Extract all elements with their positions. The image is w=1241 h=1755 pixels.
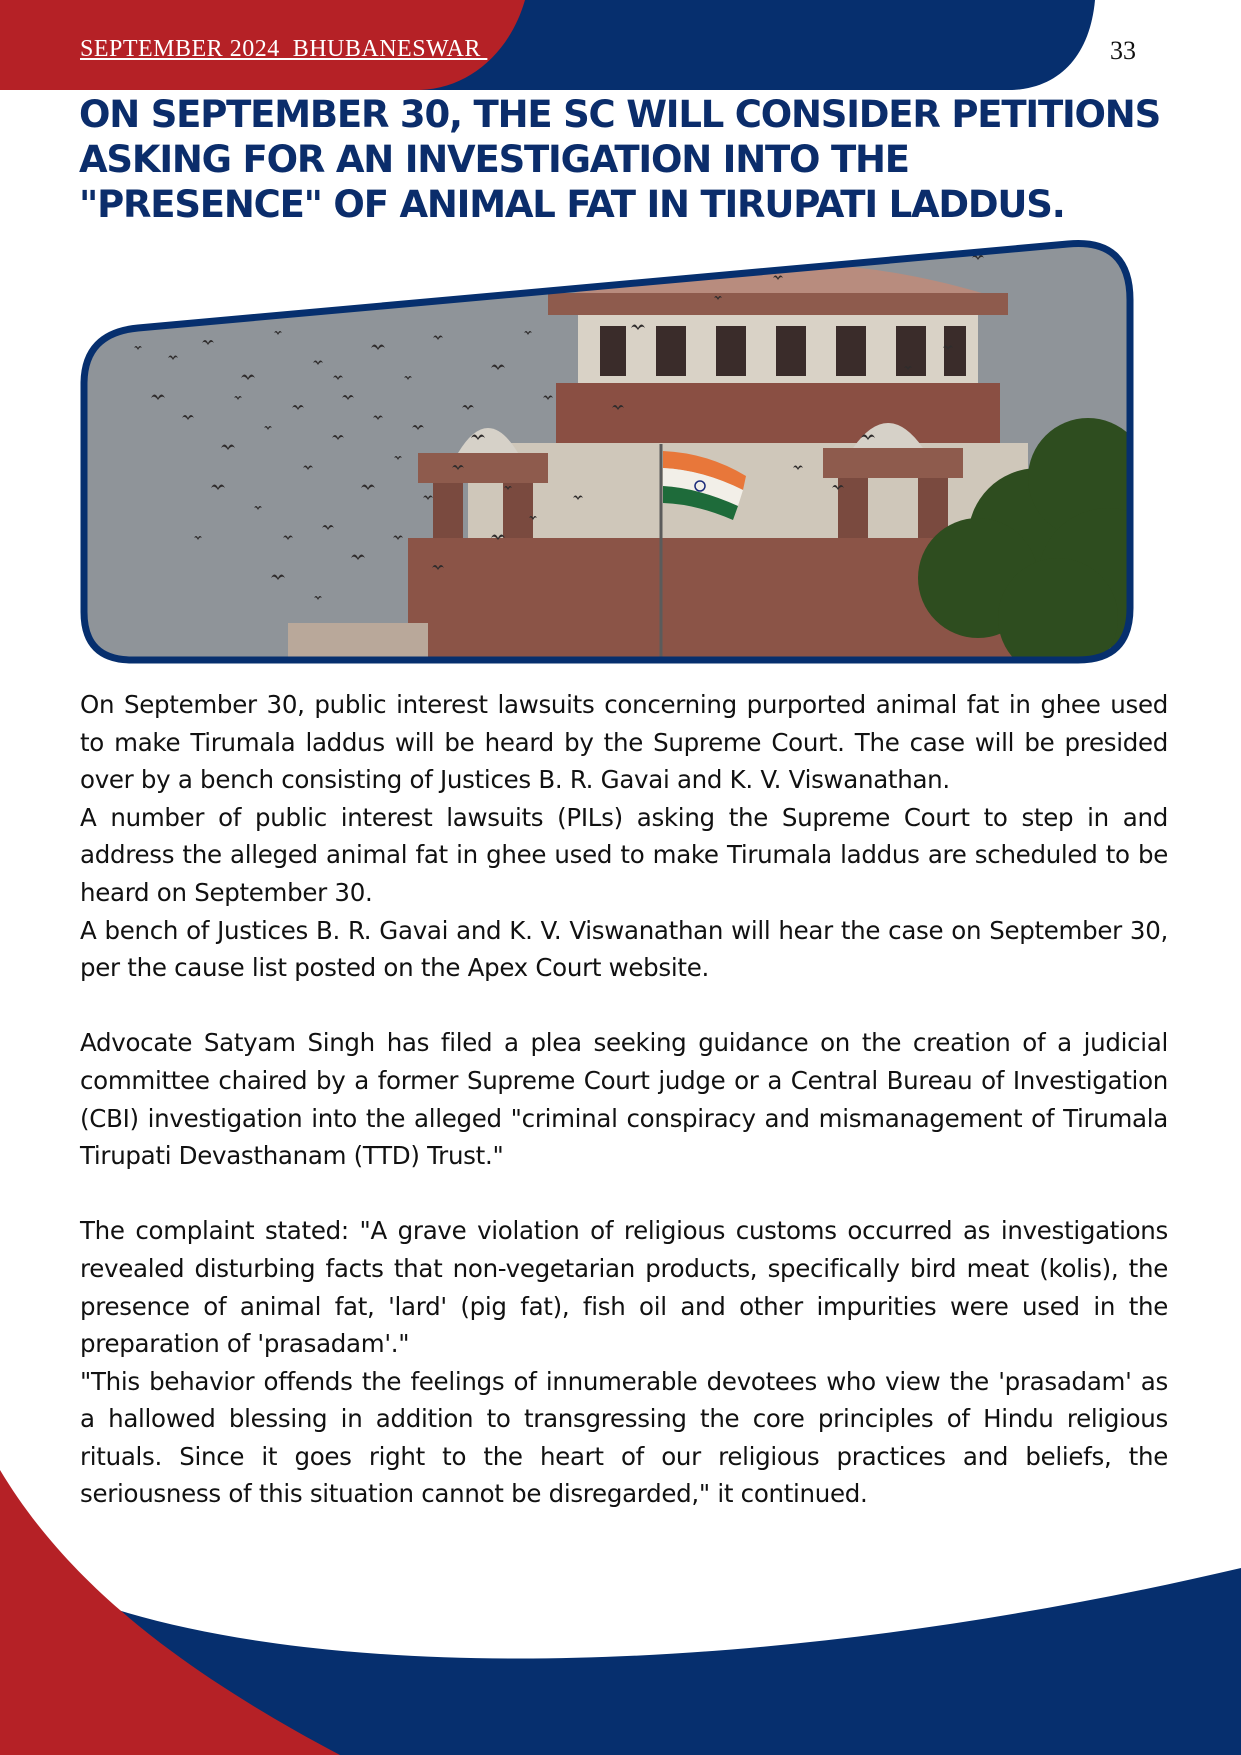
issue-date-location: SEPTEMBER 2024 BHUBANESWAR [80, 36, 488, 62]
article-paragraph: A bench of Justices B. R. Gavai and K. V. Viswanathan will hear the case on September 30, per the cause list posted on the Apex Court website. [80, 915, 1168, 983]
supreme-court-photo [78, 238, 1136, 666]
headline-line: ASKING FOR AN INVESTIGATION INTO THE [79, 138, 909, 181]
article-headline [79, 92, 1189, 227]
article-paragraph: "This behavior offends the feelings of innumerable devotees who view the 'prasadam' as a hallowed blessing in addition to transgressing the core principles of Hindu religious rituals. Since it goes right to the heart of our religious practices and beliefs, the seriousness of this situation cannot be disregarded," it continued. [80, 1366, 1168, 1509]
article-paragraph: On September 30, public interest lawsuits concerning purported animal fat in ghee used to make Tirumala laddus will be heard by the Supreme Court. The case will be presided over by a bench consisting of Justices B. R. Gavai and K. V. Viswanathan. [80, 690, 1168, 795]
dome-lip [548, 293, 1008, 315]
article-body [80, 686, 1168, 1513]
brick-band [556, 383, 1000, 443]
article-paragraph: The complaint stated: "A grave violation of religious customs occurred as investigations revealed disturbing facts that non-vegetarian products, specifically bird meat (kolis), the presence of animal fat, 'lard' (pig fat), fish oil and other impurities were used in the preparation of 'prasadam'." [80, 1216, 1168, 1359]
article-paragraph: Advocate Satyam Singh has filed a plea seeking guidance on the creation of a judicial committee chaired by a former Supreme Court judge or a Central Bureau of Investigation (CBI) investigation into the alleged "criminal conspiracy and mismanagement of Tirumala Tirupati Devasthanam (TTD) Trust." [80, 1028, 1168, 1171]
headline-line: "PRESENCE" OF ANIMAL FAT IN TIRUPATI LADDUS. [79, 183, 1065, 226]
right-tower [823, 448, 963, 478]
left-tower [418, 453, 548, 483]
article-paragraph: A number of public interest lawsuits (PILs) asking the Supreme Court to step in and address the alleged animal fat in ghee used to make Tirumala laddus are scheduled to be heard on September 30. [80, 802, 1168, 907]
headline-line: ON SEPTEMBER 30, THE SC WILL CONSIDER PETITIONS [79, 93, 1161, 136]
page-number: 33 [1110, 36, 1136, 65]
